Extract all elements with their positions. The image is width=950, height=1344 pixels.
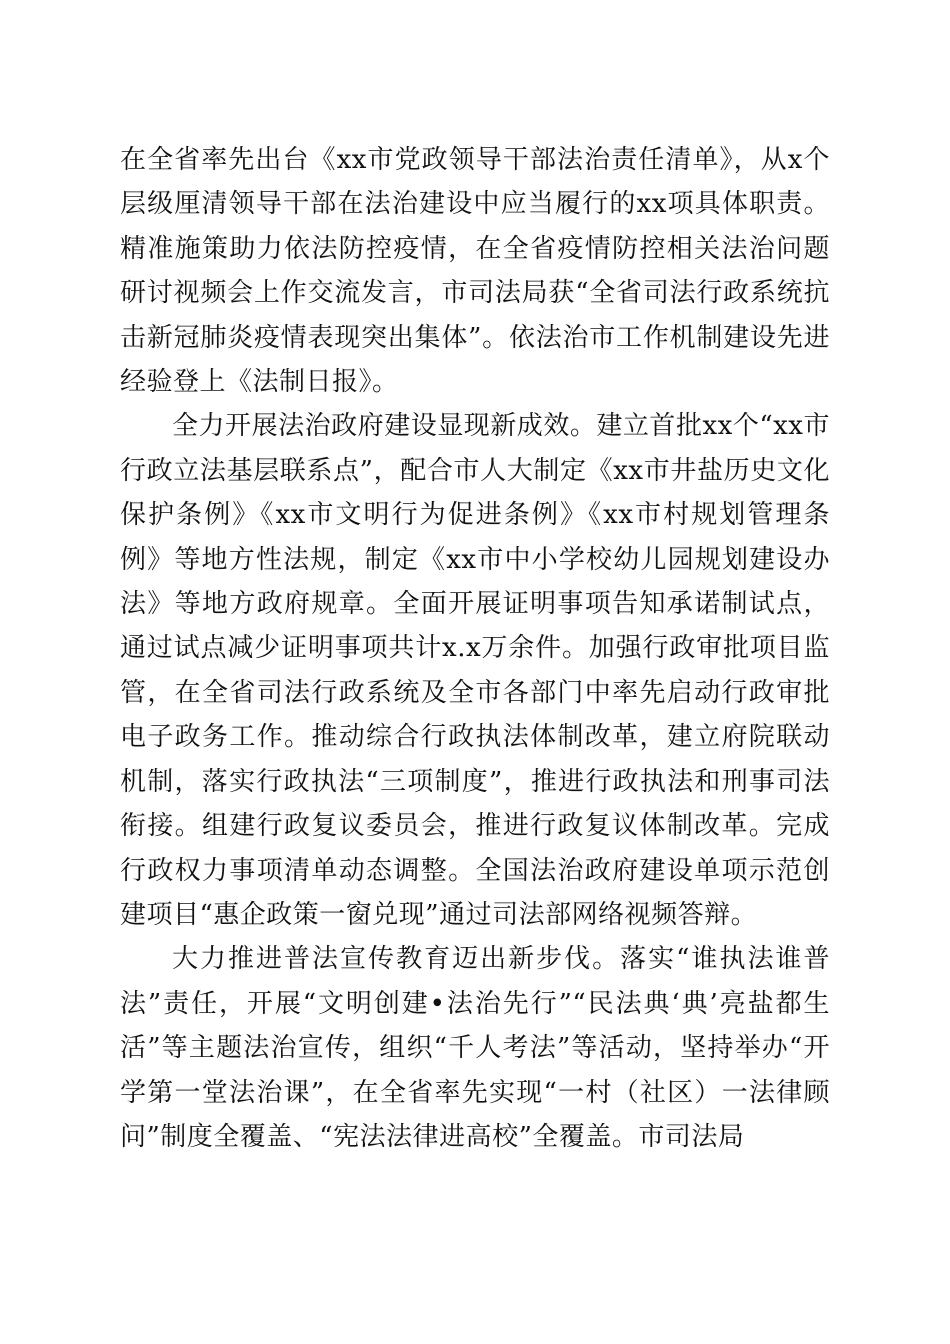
paragraph-legal-education: 大力推进普法宣传教育迈出新步伐。落实“谁执法谁普法”责任，开展“文明创建•法治先行”“民法典‘典’亮盐都生活”等主题法治宣传，组织“千人考法”等活动，坚持举办“开学第一堂法治课”，在全省率先实现“一村（社区）一法律顾问”制度全覆盖、“宪法法律进高校”全覆盖。市司法局 bbox=[120, 944, 830, 1152]
paragraph-law-based-government: 全力开展法治政府建设显现新成效。建立首批xx个“xx市行政立法基层联系点”，配合市人大制定《xx市井盐历史文化保护条例》《xx市文明行为促进条例》《xx市村规划管理条例》等地方性法规，制定《xx市中小学校幼儿园规划建设办法》等地方政府规章。全面开展证明事项告知承诺制试点，通过试点减少证明事项共计x.x万余件。加强行政审批项目监管，在全省司法行政系统及全市各部门中率先启动行政审批电子政务工作。推动综合行政执法体制改革，建立府院联动机制，落实行政执法“三项制度”，推进行政执法和刑事司法衔接。组建行政复议委员会，推进行政复议体制改革。完成行政权力事项清单动态调整。全国法治政府建设单项示范创建项目“惠企政策一窗兑现”通过司法部网络视频答辩。 bbox=[120, 411, 830, 930]
body-text bbox=[120, 138, 830, 1159]
paragraph-responsibility-list: 在全省率先出台《xx市党政领导干部法治责任清单》，从x个层级厘清领导干部在法治建设中应当履行的xx项具体职责。精准施策助力依法防控疫情，在全省疫情防控相关法治问题研讨视频会上作交流发言，市司法局获“全省司法行政系统抗击新冠肺炎疫情表现突出集体”。依法治市工作机制建设先进经验登上《法制日报》。 bbox=[120, 145, 830, 398]
